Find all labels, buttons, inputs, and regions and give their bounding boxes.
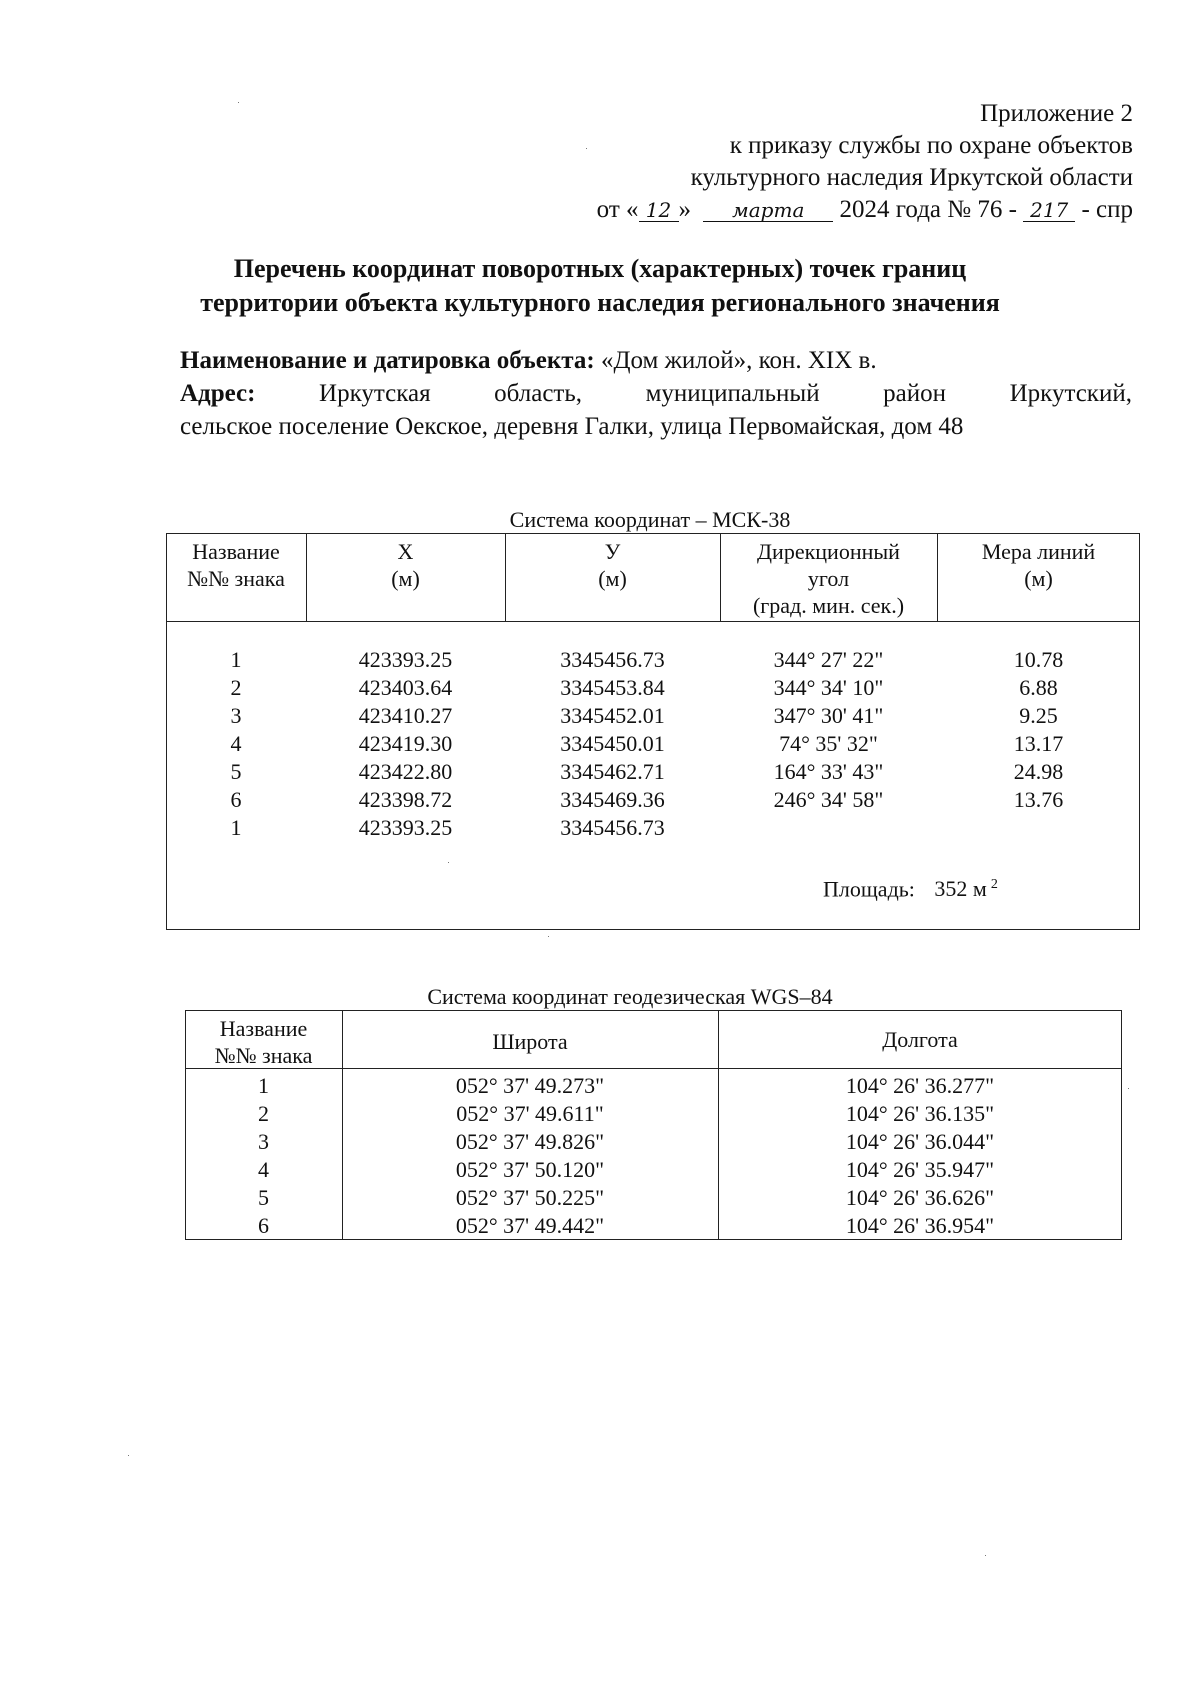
msk-cell-x: 423403.64 xyxy=(358,675,453,700)
scan-speck xyxy=(548,936,549,937)
wgs-cell-lon: 104° 26' 36.626" xyxy=(845,1185,995,1210)
appendix-header xyxy=(420,98,1133,226)
msk-cell-angle: 347° 30' 41" xyxy=(773,703,884,728)
msk-cell-name: 6 xyxy=(230,787,242,812)
wgs-cell-lat: 052° 37' 49.826" xyxy=(455,1129,605,1154)
wgs-cell-lat: 052° 37' 50.225" xyxy=(455,1185,605,1210)
msk-header-angle: Дирекционный угол (град. мин. сек.) xyxy=(752,539,905,618)
msk-cell-length: 13.17 xyxy=(1013,731,1064,756)
order-day-handwritten: 12 xyxy=(639,199,679,222)
msk-cell-angle: 344° 27' 22" xyxy=(773,647,884,672)
wgs-cell-name: 2 xyxy=(258,1101,269,1126)
wgs-cell-lon: 104° 26' 35.947" xyxy=(845,1157,995,1182)
msk-cell-name: 3 xyxy=(230,703,242,728)
wgs-cell-lat: 052° 37' 49.611" xyxy=(456,1101,604,1126)
msk-cell-length: 24.98 xyxy=(1013,759,1064,784)
msk-cell-y: 3345456.73 xyxy=(560,815,665,840)
msk-header-name: Название №№ знака xyxy=(187,539,285,591)
wgs-cell-name: 5 xyxy=(258,1185,269,1210)
address-line: Адрес: Иркутская область, муниципальный район Иркутский, xyxy=(180,380,1132,407)
msk-cell-length: 13.76 xyxy=(1013,787,1064,812)
msk-cell-x: 423393.25 xyxy=(358,647,453,672)
appendix-number: Приложение 2 xyxy=(980,100,1133,127)
area-superscript: 2 xyxy=(990,877,998,892)
msk-cell-length: 10.78 xyxy=(1013,647,1064,672)
document-title: Перечень координат поворотных (характерных) точек границ территории объекта культурного наследия регионального значения xyxy=(200,254,1000,317)
wgs-header-lon: Долгота xyxy=(882,1027,958,1052)
wgs-header-name: Название №№ знака xyxy=(214,1016,313,1068)
msk-header-x: X (м) xyxy=(391,539,420,591)
msk-cell-x: 423410.27 xyxy=(358,703,453,728)
msk-cell-name: 5 xyxy=(230,759,242,784)
wgs-cell-name: 1 xyxy=(258,1073,269,1098)
msk-cell-angle: 344° 34' 10" xyxy=(773,675,884,700)
msk-cell-name: 1 xyxy=(230,647,242,672)
msk-cell-length: 6.88 xyxy=(1019,675,1058,700)
msk-cell-name: 2 xyxy=(230,675,242,700)
wgs-cell-name: 3 xyxy=(258,1129,269,1154)
msk-cell-angle: 164° 33' 43" xyxy=(773,759,884,784)
scan-speck xyxy=(985,1555,986,1556)
wgs-cell-lat: 052° 37' 49.442" xyxy=(455,1213,605,1238)
wgs-cell-lon: 104° 26' 36.135" xyxy=(845,1101,995,1126)
scan-speck xyxy=(1128,1088,1129,1089)
scan-speck xyxy=(586,148,587,149)
scan-speck xyxy=(448,862,449,863)
msk-cell-name: 1 xyxy=(230,815,242,840)
msk-header-y: У (м) xyxy=(598,539,627,591)
wgs-cell-lat: 052° 37' 50.120" xyxy=(455,1157,605,1182)
msk-cell-y: 3345452.01 xyxy=(560,703,665,728)
msk-cell-x: 423419.30 xyxy=(358,731,453,756)
msk-cell-y: 3345456.73 xyxy=(560,647,665,672)
msk-cell-x: 423422.80 xyxy=(358,759,453,784)
msk-cell-angle: 246° 34' 58" xyxy=(773,787,884,812)
msk-cell-y: 3345469.36 xyxy=(560,787,665,812)
authority-line: культурного наследия Иркутской области xyxy=(690,164,1133,191)
address-line-2: сельское поселение Оекское, деревня Галки, улица Первомайская, дом 48 xyxy=(180,413,964,440)
msk-cell-length: 9.25 xyxy=(1019,703,1058,728)
scan-speck xyxy=(238,102,239,103)
msk-caption: Система координат – МСК-38 xyxy=(509,507,791,532)
wgs-cell-lon: 104° 26' 36.954" xyxy=(845,1213,995,1238)
msk-cell-x: 423398.72 xyxy=(358,787,453,812)
wgs-caption: Система координат геодезическая WGS–84 xyxy=(427,984,833,1009)
msk-cell-y: 3345453.84 xyxy=(560,675,665,700)
msk-header-length: Мера линий (м) xyxy=(981,539,1096,591)
order-month-handwritten: марта xyxy=(703,199,833,222)
wgs-cell-lon: 104° 26' 36.044" xyxy=(845,1129,995,1154)
msk-cell-x: 423393.25 xyxy=(358,815,453,840)
wgs-cell-name: 6 xyxy=(258,1213,269,1238)
order-date-line: от « 12 » марта 2024 года № 76 - 217 - спр xyxy=(596,196,1133,223)
msk-cell-name: 4 xyxy=(230,731,242,756)
object-name-line: Наименование и датировка объекта: «Дом жилой», кон. XIX в. xyxy=(180,347,877,374)
order-line: к приказу службы по охране объектов xyxy=(729,132,1133,159)
order-number-handwritten: 217 xyxy=(1023,199,1075,222)
msk-cell-y: 3345450.01 xyxy=(560,731,665,756)
scan-speck xyxy=(128,1455,129,1456)
msk-cell-y: 3345462.71 xyxy=(560,759,665,784)
area-value: 352 м xyxy=(934,876,987,902)
msk-cell-angle: 74° 35' 32" xyxy=(779,731,878,756)
wgs-cell-lon: 104° 26' 36.277" xyxy=(845,1073,995,1098)
wgs-header-lat: Широта xyxy=(492,1029,568,1054)
msk-area xyxy=(823,872,998,902)
wgs-cell-name: 4 xyxy=(258,1157,269,1182)
object-info xyxy=(180,344,1132,443)
wgs-cell-lat: 052° 37' 49.273" xyxy=(455,1073,605,1098)
area-label: Площадь: xyxy=(823,876,915,902)
